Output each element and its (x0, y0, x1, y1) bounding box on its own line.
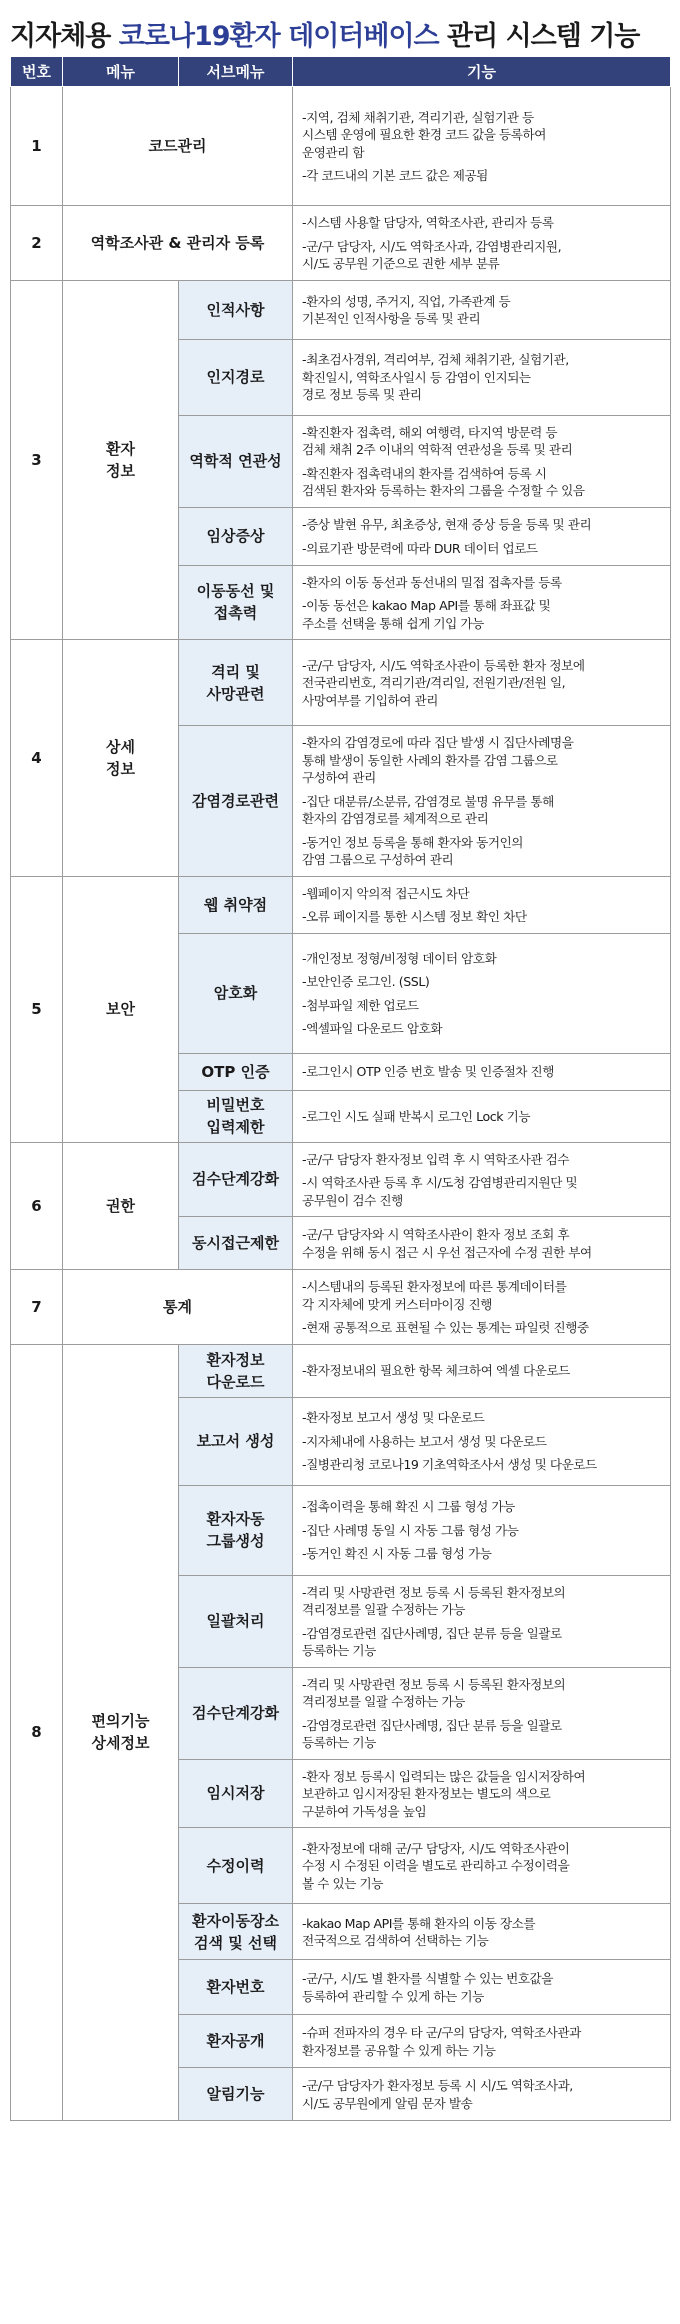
function-item: -최초검사경위, 격리여부, 검체 채취기관, 실험기관, 확진일시, 역학조사일시 등 감염이 인지되는 경로 정보 등록 및 관리 (302, 352, 569, 403)
menu-cell: 권한 (63, 1142, 179, 1270)
row-number: 6 (11, 1142, 63, 1270)
function-item: -로그인 시도 실패 반복시 로그인 Lock 기능 (302, 1108, 531, 1124)
function-cell (293, 1142, 671, 1217)
title-suffix: 관리 시스템 기능 (438, 21, 640, 52)
submenu-cell: 격리 및 사망관련 (179, 640, 293, 726)
submenu-cell: 임시저장 (179, 1759, 293, 1828)
function-cell (293, 640, 671, 726)
function-item: -이동 동선은 kakao Map API를 통해 좌표값 및 주소를 선택을 통해 쉽게 기입 가능 (302, 598, 551, 631)
header-menu: 메뉴 (63, 57, 179, 87)
function-item: -감염경로관련 집단사례명, 집단 분류 등을 일괄로 등록하는 기능 (302, 1625, 562, 1658)
function-item: -의료기관 방문력에 따라 DUR 데이터 업로드 (302, 540, 538, 556)
function-cell (293, 1344, 671, 1397)
function-item: -확진환자 접촉력내의 환자를 검색하여 등록 시 검색된 환자와 등록하는 환자의 그룹을 수정할 수 있음 (302, 465, 585, 498)
row-number: 4 (11, 640, 63, 877)
function-cell (293, 415, 671, 507)
table-row (11, 1344, 671, 1397)
function-item: -개인정보 정형/비정형 데이터 암호화 (302, 950, 497, 966)
table-row (11, 1142, 671, 1217)
function-item: -확진환자 접촉력, 해외 여행력, 타지역 방문력 등 검체 채취 2주 이내의 역학적 연관성을 등록 및 관리 (302, 424, 573, 457)
submenu-cell: 환자정보 다운로드 (179, 1344, 293, 1397)
submenu-cell: 일괄처리 (179, 1575, 293, 1667)
submenu-cell: 환자이동장소 검색 및 선택 (179, 1904, 293, 1960)
table-row (11, 1270, 671, 1345)
row-number: 1 (11, 87, 63, 206)
function-item: -로그인시 OTP 인증 번호 발송 및 인증절차 진행 (302, 1064, 554, 1080)
function-item: -지자체내에 사용하는 보고서 생성 및 다운로드 (302, 1433, 547, 1449)
function-item: -kakao Map API를 통해 환자의 이동 장소를 전국적으로 검색하여 선택하는 기능 (302, 1915, 536, 1948)
submenu-cell: 웹 취약점 (179, 876, 293, 933)
submenu-cell: 역학적 연관성 (179, 415, 293, 507)
table-row (11, 87, 671, 206)
function-cell (293, 2015, 671, 2068)
function-cell (293, 507, 671, 565)
function-item: -환자 정보 등록시 입력되는 많은 값들을 임시저장하여 보관하고 임시저장된 환자정보는 별도의 색으로 구분하여 가독성을 높임 (302, 1768, 586, 1819)
menu-cell: 환자 정보 (63, 280, 179, 640)
table-row (11, 640, 671, 726)
function-cell (293, 280, 671, 339)
function-item: -환자정보에 대해 군/구 담당자, 시/도 역학조사관이 수정 시 수정된 이력을 별도로 관리하고 수정이력을 볼 수 있는 기능 (302, 1840, 570, 1891)
function-cell (293, 876, 671, 933)
function-cell (293, 1904, 671, 1960)
function-item: -동거인 확진 시 자동 그룹 형성 가능 (302, 1546, 492, 1562)
table-row (11, 206, 671, 281)
function-item: -증상 발현 유무, 최초증상, 현재 증상 등을 등록 및 관리 (302, 517, 592, 532)
submenu-cell: 이동동선 및 접촉력 (179, 565, 293, 640)
function-cell (293, 1270, 671, 1345)
menu-cell: 상세 정보 (63, 640, 179, 877)
feature-table (10, 56, 671, 2121)
submenu-cell: 환자공개 (179, 2015, 293, 2068)
function-item: -환자의 감염경로에 따라 집단 발생 시 집단사례명을 통해 발생이 동일한 사례의 환자를 감염 그룹으로 구성하여 관리 (302, 735, 574, 785)
menu-cell: 통계 (63, 1270, 293, 1345)
function-item: -감염경로관련 집단사례명, 집단 분류 등을 일괄로 등록하는 기능 (302, 1717, 562, 1750)
row-number: 3 (11, 280, 63, 640)
function-item: -환자정보 보고서 생성 및 다운로드 (302, 1410, 485, 1426)
function-item: -각 코드내의 기본 코드 값은 제공됨 (302, 168, 488, 183)
function-cell (293, 726, 671, 877)
function-item: -슈퍼 전파자의 경우 타 군/구의 담당자, 역학조사관과 환자정보를 공유할 수 있게 하는 기능 (302, 2025, 581, 2058)
function-item: -시스템 사용할 담당자, 역학조사관, 관리자 등록 (302, 215, 554, 230)
function-item: -접촉이력을 통해 확진 시 그룹 형성 가능 (302, 1499, 515, 1515)
submenu-cell: 검수단계강화 (179, 1142, 293, 1217)
function-cell (293, 933, 671, 1053)
function-item: -시스템내의 등록된 환자정보에 따른 통계데이터를 각 지자체에 맞게 커스터마이징 진행 (302, 1279, 567, 1312)
submenu-cell: 동시접근제한 (179, 1217, 293, 1270)
function-cell (293, 1053, 671, 1090)
function-item: -군/구 담당자, 시/도 역학조사과, 감염병관리지원, 시/도 공무원 기준으로 권한 세부 분류 (302, 238, 562, 271)
header-function: 기능 (293, 57, 671, 87)
submenu-cell: 암호화 (179, 933, 293, 1053)
function-item: -현재 공통적으로 표현될 수 있는 통계는 파일럿 진행중 (302, 1320, 589, 1335)
function-item: -집단 대분류/소분류, 감염경로 불명 유무를 통해 환자의 감염경로를 체계적으로 관리 (302, 793, 554, 826)
function-item: -지역, 검체 채취기관, 격리기관, 실험기관 등 시스템 운영에 필요한 환경 코드 값을 등록하여 운영관리 함 (302, 109, 546, 160)
function-item: -환자의 성명, 주거지, 직업, 가족관계 등 기본적인 인적사항을 등록 및 관리 (302, 293, 511, 326)
menu-cell: 보안 (63, 876, 179, 1142)
submenu-cell: 알림기능 (179, 2068, 293, 2121)
function-item: -시 역학조사관 등록 후 시/도청 감염병관리지원단 및 공무원이 검수 진행 (302, 1175, 578, 1208)
function-cell (293, 1217, 671, 1270)
function-cell (293, 2068, 671, 2121)
submenu-cell: 인지경로 (179, 339, 293, 415)
row-number: 5 (11, 876, 63, 1142)
function-cell (293, 1397, 671, 1485)
function-item: -격리 및 사망관련 정보 등록 시 등록된 환자정보의 격리정보를 일괄 수정하는 가능 (302, 1584, 566, 1617)
function-item: -질병관리청 코로나19 기초역학조사서 생성 및 다운로드 (302, 1457, 597, 1473)
submenu-cell: 비밀번호 입력제한 (179, 1090, 293, 1142)
function-cell (293, 1090, 671, 1142)
function-cell (293, 1575, 671, 1667)
function-item: -군/구 담당자 환자정보 입력 후 시 역학조사관 검수 (302, 1151, 570, 1167)
menu-cell: 편의기능 상세정보 (63, 1344, 179, 2121)
header-submenu: 서브메뉴 (179, 57, 293, 87)
table-header (11, 57, 671, 87)
function-cell (293, 1759, 671, 1828)
function-item: -웹페이지 악의적 접근시도 차단 (302, 885, 470, 901)
function-cell (293, 1828, 671, 1904)
function-item: -군/구 담당자가 환자정보 등록 시 시/도 역학조사과, 시/도 공무원에게 알림 문자 발송 (302, 2078, 573, 2111)
row-number: 8 (11, 1344, 63, 2121)
function-item: -군/구 담당자와 시 역학조사관이 환자 정보 조회 후 수정을 위해 동시 접근 시 우선 접근자에 수정 권한 부여 (302, 1227, 592, 1260)
page-title (0, 0, 680, 56)
row-number: 7 (11, 1270, 63, 1345)
function-cell (293, 565, 671, 640)
submenu-cell: 보고서 생성 (179, 1397, 293, 1485)
submenu-cell: 인적사항 (179, 280, 293, 339)
header-no: 번호 (11, 57, 63, 87)
function-cell (293, 206, 671, 281)
function-item: -환자의 이동 동선과 동선내의 밀접 접촉자를 등록 (302, 574, 562, 590)
function-item: -보안인증 로그인. (SSL) (302, 974, 430, 989)
submenu-cell: 환자번호 (179, 1960, 293, 2015)
submenu-cell: 환자자동 그룹생성 (179, 1485, 293, 1575)
function-cell (293, 87, 671, 206)
function-item: -격리 및 사망관련 정보 등록 시 등록된 환자정보의 격리정보를 일괄 수정하는 가능 (302, 1676, 566, 1709)
function-item: -오류 페이지를 통한 시스템 정보 확인 차단 (302, 909, 527, 924)
function-item: -환자정보내의 필요한 항목 체크하여 엑셀 다운로드 (302, 1363, 570, 1379)
menu-cell: 코드관리 (63, 87, 293, 206)
function-item: -첨부파일 제한 업로드 (302, 997, 419, 1013)
title-prefix: 지자체용 (10, 21, 119, 52)
function-item: -군/구 담당자, 시/도 역학조사관이 등록한 환자 정보에 전국관리번호, 격리기관/격리일, 전원기관/전원 일, 사망여부를 기입하여 관리 (302, 657, 585, 708)
submenu-cell: 감염경로관련 (179, 726, 293, 877)
submenu-cell: 수정이력 (179, 1828, 293, 1904)
table-row (11, 280, 671, 339)
submenu-cell: 임상증상 (179, 507, 293, 565)
submenu-cell: 검수단계강화 (179, 1667, 293, 1759)
function-item: -동거인 정보 등록을 통해 환자와 동거인의 감염 그룹으로 구성하여 관리 (302, 834, 524, 867)
function-item: -엑셀파일 다운로드 암호화 (302, 1021, 443, 1036)
function-item: -군/구, 시/도 별 환자를 식별할 수 있는 번호값을 등록하여 관리할 수 있게 하는 기능 (302, 1971, 553, 2004)
function-cell (293, 1960, 671, 2015)
function-cell (293, 339, 671, 415)
submenu-cell: OTP 인증 (179, 1053, 293, 1090)
function-item: -집단 사례명 동일 시 자동 그룹 형성 가능 (302, 1522, 519, 1538)
title-highlight: 코로나19환자 데이터베이스 (118, 21, 439, 52)
table-row (11, 876, 671, 933)
table-body (11, 87, 671, 2121)
function-cell (293, 1667, 671, 1759)
menu-cell: 역학조사관 & 관리자 등록 (63, 206, 293, 281)
row-number: 2 (11, 206, 63, 281)
function-cell (293, 1485, 671, 1575)
